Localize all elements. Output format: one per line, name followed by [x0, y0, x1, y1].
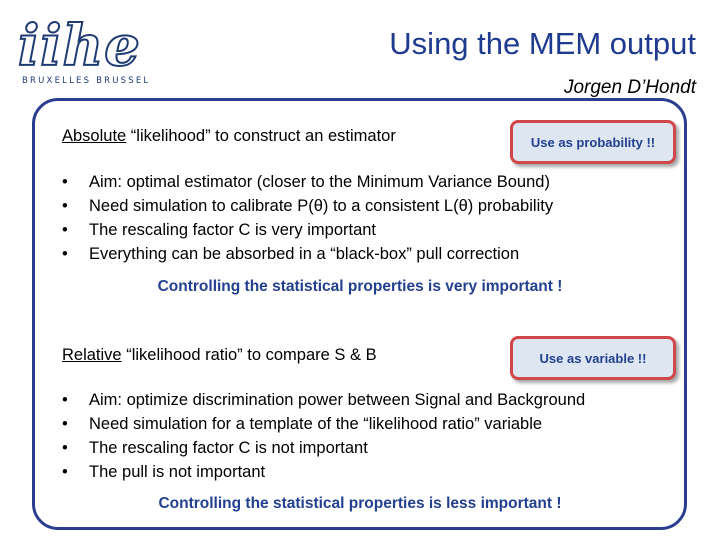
- bullet-dot: •: [62, 197, 68, 215]
- list-item: [62, 194, 553, 218]
- bullet-dot: •: [62, 463, 68, 481]
- bullet-dot: •: [62, 221, 68, 239]
- list-item: [62, 460, 585, 484]
- bullet-dot: •: [62, 245, 68, 263]
- list-item: [62, 436, 585, 460]
- iihe-logo: [18, 13, 178, 88]
- absolute-heading-key: Absolute: [62, 127, 127, 145]
- relative-heading-text: “likelihood ratio” to compare S & B: [121, 346, 377, 364]
- bullet-text: Need simulation for a template of the “likelihood ratio” variable: [89, 415, 543, 433]
- bullet-text: The pull is not important: [89, 463, 266, 481]
- bullet-text: The rescaling factor C is not important: [89, 439, 368, 457]
- absolute-heading-text: “likelihood” to construct an estimator: [126, 127, 396, 145]
- logo-wordmark: iihe: [18, 13, 141, 79]
- bullet-dot: •: [62, 173, 68, 191]
- probability-callout: Use as probability !!: [510, 120, 676, 164]
- bullet-text: Aim: optimal estimator (closer to the Minimum Variance Bound): [89, 173, 550, 191]
- list-item: [62, 218, 553, 242]
- bullet-dot: •: [62, 439, 68, 457]
- variable-callout: Use as variable !!: [510, 336, 676, 380]
- bullet-dot: •: [62, 415, 68, 433]
- list-item: [62, 242, 553, 266]
- list-item: [62, 388, 585, 412]
- list-item: [62, 170, 553, 194]
- logo-subtitle: BRUXELLES BRUSSEL: [22, 76, 151, 86]
- slide-title: Using the MEM output: [389, 26, 696, 61]
- bullet-text: Everything can be absorbed in a “black-box” pull correction: [89, 245, 520, 263]
- absolute-heading: [62, 127, 396, 146]
- relative-heading: [62, 346, 377, 365]
- relative-conclusion: Controlling the statistical properties is less important !: [158, 495, 562, 512]
- absolute-conclusion: Controlling the statistical properties is very important !: [157, 278, 563, 295]
- relative-heading-key: Relative: [62, 346, 122, 364]
- bullet-text: The rescaling factor C is very important: [89, 221, 377, 239]
- absolute-bullet-list: [62, 170, 553, 266]
- bullet-text: Aim: optimize discrimination power between Signal and Background: [89, 391, 586, 409]
- relative-bullet-list: [62, 388, 585, 484]
- list-item: [62, 412, 585, 436]
- bullet-dot: •: [62, 391, 68, 409]
- slide-author: Jorgen D’Hondt: [563, 77, 696, 98]
- bullet-text: Need simulation to calibrate P(θ) to a consistent L(θ) probability: [89, 197, 554, 215]
